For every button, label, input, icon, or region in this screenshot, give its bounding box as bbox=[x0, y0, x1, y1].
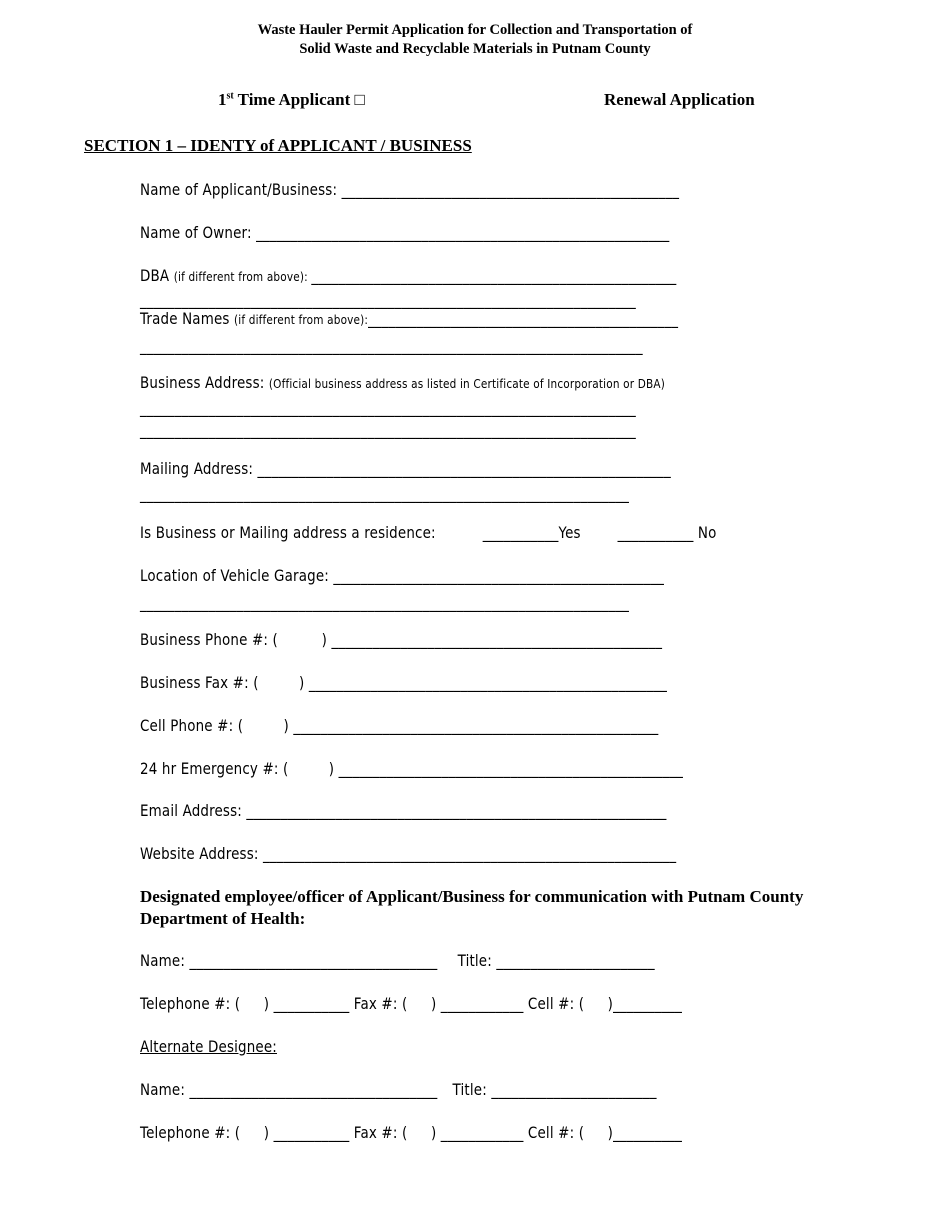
designated-cell-paren: ) bbox=[607, 994, 614, 1013]
designated-fax-paren: ) bbox=[430, 994, 437, 1013]
alternate-designee-label: Alternate Designee: bbox=[140, 1037, 277, 1056]
emergency-phone-paren: ) bbox=[328, 759, 335, 778]
residence-yes-label: Yes bbox=[558, 523, 581, 542]
residence-question[interactable] bbox=[140, 523, 717, 542]
business-address-note: (Official business address as listed in Certificate of Incorporation or DBA) bbox=[268, 376, 665, 391]
business-fax-blank[interactable]: ____________________________________________________ bbox=[308, 673, 668, 692]
alternate-name-label: Name: bbox=[140, 1080, 190, 1099]
alternate-tel-blank[interactable]: ___________ bbox=[273, 1123, 350, 1142]
trade-names-note: (if different from above): bbox=[234, 312, 369, 327]
designated-name-label: Name: bbox=[140, 951, 190, 970]
vehicle-garage-field[interactable] bbox=[140, 566, 664, 585]
business-address-blank-2[interactable]: ________________________________________________________________________ bbox=[140, 420, 636, 439]
mailing-address-field[interactable] bbox=[140, 459, 671, 478]
business-phone-field[interactable] bbox=[140, 630, 662, 649]
business-phone-blank[interactable]: ________________________________________________ bbox=[331, 630, 663, 649]
dba-blank[interactable]: _____________________________________________________ bbox=[311, 266, 677, 285]
website-address-blank[interactable]: ____________________________________________________________ bbox=[263, 844, 677, 863]
applicant-business-label: Name of Applicant/Business: bbox=[140, 180, 342, 199]
business-fax-paren: ) bbox=[298, 673, 305, 692]
first-time-applicant[interactable] bbox=[218, 90, 365, 110]
designated-fax-blank[interactable]: ____________ bbox=[440, 994, 524, 1013]
website-address-field[interactable] bbox=[140, 844, 676, 863]
business-fax-label: Business Fax #: ( bbox=[140, 673, 259, 692]
business-fax-field[interactable] bbox=[140, 673, 667, 692]
form-title-line-2: Solid Waste and Recyclable Materials in Putnam County bbox=[299, 41, 651, 57]
alternate-name-blank[interactable]: ____________________________________ bbox=[189, 1080, 438, 1099]
business-address-label: Business Address: bbox=[140, 373, 269, 392]
designated-phone-row[interactable] bbox=[140, 994, 682, 1013]
alternate-tel-paren: ) bbox=[263, 1123, 270, 1142]
vehicle-garage-label: Location of Vehicle Garage: bbox=[140, 566, 334, 585]
form-title-line-1: Waste Hauler Permit Application for Collection and Transportation of bbox=[257, 22, 693, 38]
cell-phone-label: Cell Phone #: ( bbox=[140, 716, 244, 735]
trade-names-blank[interactable]: _____________________________________________ bbox=[368, 309, 679, 328]
first-time-prefix: 1 bbox=[218, 90, 227, 109]
alternate-title-blank[interactable]: ________________________ bbox=[491, 1080, 657, 1099]
designated-name-title-row[interactable] bbox=[140, 951, 655, 970]
applicant-business-blank[interactable]: _________________________________________________ bbox=[341, 180, 680, 199]
owner-name-label: Name of Owner: bbox=[140, 223, 257, 242]
business-address-blank-1[interactable]: ________________________________________________________________________ bbox=[140, 398, 636, 417]
designated-fax-label: Fax #: ( bbox=[353, 994, 408, 1013]
alternate-fax-label: Fax #: ( bbox=[353, 1123, 408, 1142]
designated-tel-label: Telephone #: ( bbox=[140, 994, 241, 1013]
designated-name-blank[interactable]: ____________________________________ bbox=[189, 951, 438, 970]
designated-tel-blank[interactable]: ___________ bbox=[273, 994, 350, 1013]
dba-field[interactable] bbox=[140, 266, 676, 285]
business-phone-label: Business Phone #: ( bbox=[140, 630, 278, 649]
alternate-title-label: Title: bbox=[452, 1080, 492, 1099]
emergency-phone-blank[interactable]: __________________________________________________ bbox=[338, 759, 684, 778]
residence-no-blank[interactable]: ___________ bbox=[617, 523, 694, 542]
alternate-fax-paren: ) bbox=[430, 1123, 437, 1142]
first-time-sup: st bbox=[226, 90, 234, 102]
first-time-label: Time Applicant bbox=[233, 90, 351, 109]
owner-name-field[interactable] bbox=[140, 223, 669, 242]
business-phone-paren: ) bbox=[321, 630, 328, 649]
designated-cell-label: Cell #: ( bbox=[527, 994, 585, 1013]
alternate-name-title-row[interactable] bbox=[140, 1080, 657, 1099]
mailing-address-blank-2[interactable]: _______________________________________________________________________ bbox=[140, 484, 630, 503]
dba-label: DBA bbox=[140, 266, 170, 285]
section-1-title: SECTION 1 – IDENTY of APPLICANT / BUSINESS bbox=[84, 136, 472, 155]
emergency-phone-field[interactable] bbox=[140, 759, 683, 778]
designated-title-blank[interactable]: _______________________ bbox=[496, 951, 655, 970]
mailing-address-label: Mailing Address: bbox=[140, 459, 258, 478]
cell-phone-field[interactable] bbox=[140, 716, 658, 735]
designated-tel-paren: ) bbox=[263, 994, 270, 1013]
alternate-cell-label: Cell #: ( bbox=[527, 1123, 585, 1142]
first-time-checkbox[interactable]: □ bbox=[354, 90, 365, 109]
cell-phone-blank[interactable]: _____________________________________________________ bbox=[293, 716, 659, 735]
email-address-label: Email Address: bbox=[140, 801, 247, 820]
vehicle-garage-blank[interactable]: ________________________________________________ bbox=[333, 566, 665, 585]
designated-employee-heading: Designated employee/officer of Applicant/Business for communication with Putnam County Department of Health: bbox=[140, 887, 804, 928]
alternate-cell-blank[interactable]: __________ bbox=[613, 1123, 682, 1142]
owner-name-blank[interactable]: ____________________________________________________________ bbox=[256, 223, 670, 242]
mailing-address-blank[interactable]: ____________________________________________________________ bbox=[257, 459, 671, 478]
designated-cell-blank[interactable]: __________ bbox=[613, 994, 682, 1013]
renewal-application-label[interactable]: Renewal Application bbox=[604, 90, 755, 109]
website-address-label: Website Address: bbox=[140, 844, 264, 863]
trade-names-blank-line-2[interactable]: _________________________________________________________________________ bbox=[140, 336, 643, 355]
email-address-blank[interactable]: _____________________________________________________________ bbox=[246, 801, 667, 820]
trade-names-field[interactable] bbox=[140, 309, 678, 328]
business-address-field bbox=[140, 373, 665, 392]
residence-question-label: Is Business or Mailing address a residence: bbox=[140, 523, 436, 542]
cell-phone-paren: ) bbox=[283, 716, 289, 735]
residence-no-label: No bbox=[697, 523, 717, 542]
residence-yes-blank[interactable]: ___________ bbox=[482, 523, 559, 542]
applicant-business-field[interactable] bbox=[140, 180, 679, 199]
trade-names-label: Trade Names bbox=[140, 309, 230, 328]
vehicle-garage-blank-2[interactable]: _______________________________________________________________________ bbox=[140, 593, 630, 612]
email-address-field[interactable] bbox=[140, 801, 667, 820]
alternate-cell-paren: ) bbox=[607, 1123, 614, 1142]
dba-note: (if different from above): bbox=[173, 269, 312, 284]
alternate-fax-blank[interactable]: ____________ bbox=[440, 1123, 524, 1142]
dba-blank-line-2[interactable]: ________________________________________________________________________ bbox=[140, 290, 636, 309]
designated-title-label: Title: bbox=[457, 951, 497, 970]
alternate-tel-label: Telephone #: ( bbox=[140, 1123, 241, 1142]
emergency-phone-label: 24 hr Emergency #: ( bbox=[140, 759, 289, 778]
alternate-phone-row[interactable] bbox=[140, 1123, 682, 1142]
